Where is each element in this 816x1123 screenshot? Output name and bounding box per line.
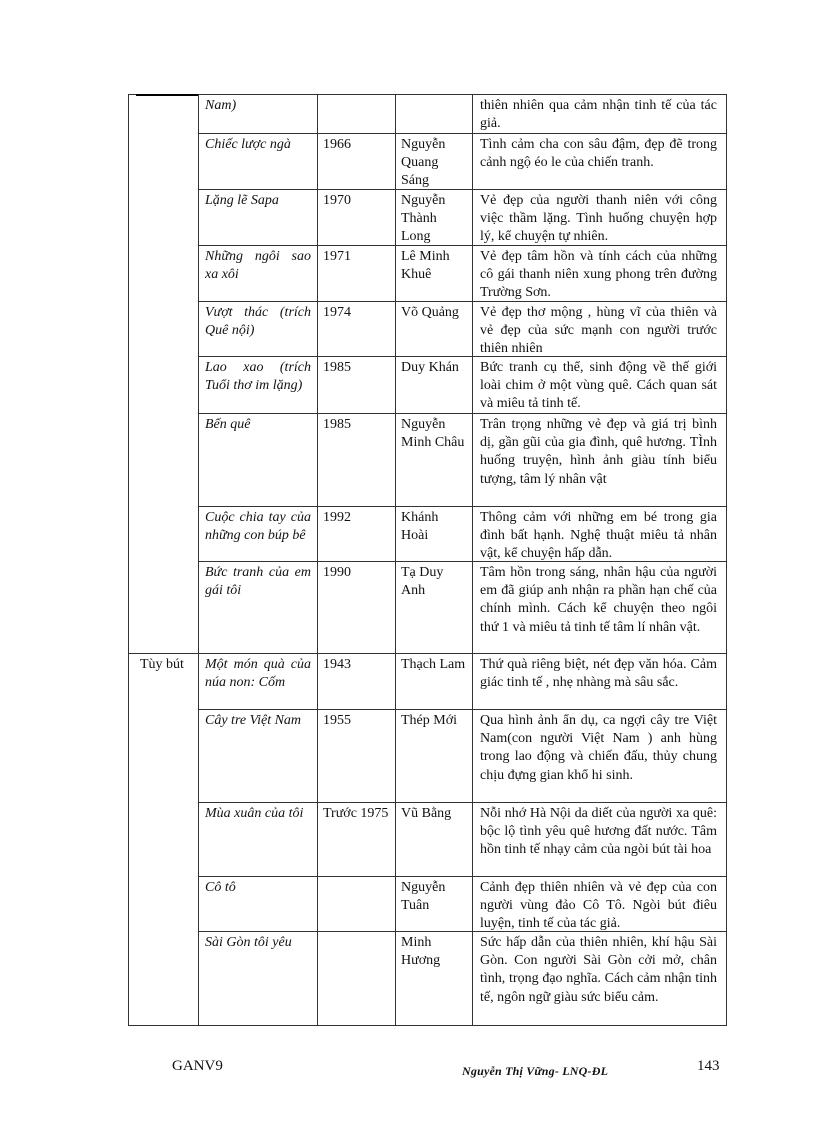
year-cell: 1943	[323, 657, 351, 672]
category-cell	[128, 357, 198, 413]
work-title-cell: Những ngôi sao xa xôi	[205, 249, 311, 283]
description-cell: Tâm hồn trong sáng, nhân hậu của người em đã giúp anh nhận ra phần hạn chế của chính mình. Cách kể chuyện theo ngôi thứ 1 và miêu tả tinh tế tâm lí nhân vật.	[480, 565, 717, 635]
description-cell: Nỗi nhớ Hà Nội da diết của người xa quê: bộc lộ tình yêu quê hương đất nước. Tâm hồn tinh tế nhạy cảm của ngòi bút tài hoa	[480, 806, 717, 858]
page-number: 143	[697, 1058, 720, 1074]
author-cell: Duy Khán	[401, 360, 459, 375]
footer-course-code: GANV9	[172, 1058, 223, 1074]
category-cell	[128, 710, 198, 802]
year-cell: 1985	[323, 360, 351, 375]
author-cell: Minh Hương	[401, 935, 441, 969]
description-cell: Vẻ đẹp tâm hồn và tính cách của những cô gái thanh niên xung phong trên đường Trường Sơn.	[480, 249, 717, 301]
year-cell: 1985	[323, 417, 351, 432]
author-cell: Nguyễn Quang Sáng	[401, 137, 446, 189]
author-cell: Nguyễn Minh Châu	[401, 417, 465, 451]
description-cell: Thông cảm với những em bé trong gia đình bất hạnh. Nghệ thuật miêu tả nhân vật, kể chuyện hấp dẫn.	[480, 510, 717, 561]
category-cell	[128, 134, 198, 189]
author-cell: Nguyễn Thành Long	[401, 193, 446, 245]
category-cell	[128, 414, 198, 506]
description-cell: Tình cảm cha con sâu đậm, đẹp đẽ trong cảnh ngộ éo le của chiến tranh.	[480, 137, 717, 171]
author-cell: Thạch Lam	[401, 657, 466, 672]
category-cell: Tùy bút	[140, 657, 184, 672]
work-title-cell: Lao xao (trích Tuổi thơ im lặng)	[205, 360, 311, 394]
work-title-cell: Cô tô	[205, 880, 236, 895]
year-cell: 1971	[323, 249, 351, 264]
category-cell	[128, 190, 198, 245]
year-cell: 1974	[323, 305, 351, 320]
work-title-cell: Mùa xuân của tôi	[205, 806, 304, 821]
description-cell: Sức hấp dẫn của thiên nhiên, khí hậu Sài Gòn. Con người Sài Gòn cởi mở, chân tình, trọng đạo nghĩa. Cách cảm nhận tinh tế, ngôn ngữ giàu sức biểu cảm.	[480, 935, 717, 1005]
author-cell: Tạ Duy Anh	[401, 565, 444, 599]
category-cell	[128, 95, 198, 133]
year-cell: Trước 1975	[323, 806, 389, 821]
year-cell: 1955	[323, 713, 351, 728]
description-cell: Thứ quà riêng biệt, nét đẹp văn hóa. Cảm giác tinh tế , nhẹ nhàng mà sâu sắc.	[480, 657, 717, 691]
year-cell: 1966	[323, 137, 351, 152]
description-cell: Bức tranh cụ thể, sinh động về thế giới loài chim ở một vùng quê. Cách quan sát và miêu tả tinh tế.	[480, 360, 717, 412]
description-cell: Cảnh đẹp thiên nhiên và vẻ đẹp của con người vùng đảo Cô Tô. Ngòi bút điêu luyện, tinh tế của tác giả.	[480, 880, 717, 931]
work-title-cell: Sài Gòn tôi yêu	[205, 935, 292, 950]
work-title-cell: Lặng lẽ Sapa	[205, 193, 279, 208]
description-cell: Vẻ đẹp thơ mộng , hùng vĩ của thiên và vẻ đẹp của sức mạnh con người trước thiên nhiên	[480, 305, 717, 356]
work-title-cell: Chiếc lược ngà	[205, 137, 291, 152]
author-cell: Võ Quảng	[401, 305, 459, 320]
category-cell	[128, 302, 198, 356]
author-cell: Vũ Bằng	[401, 806, 452, 821]
category-cell	[128, 932, 198, 1026]
category-cell	[128, 562, 198, 653]
author-cell: Khánh Hoài	[401, 510, 439, 544]
category-cell	[128, 803, 198, 876]
description-cell: thiên nhiên qua cảm nhận tinh tế của tác giả.	[480, 98, 717, 132]
work-title-cell: Vượt thác (trích Quê nội)	[205, 305, 311, 339]
work-title-cell: Cuộc chia tay của những con búp bê	[205, 510, 311, 544]
category-cell	[128, 507, 198, 561]
year-cell: 1992	[323, 510, 351, 525]
author-cell: Lê Minh Khuê	[401, 249, 450, 283]
year-cell	[318, 932, 395, 1026]
work-title-cell: Nam)	[205, 98, 237, 113]
description-cell: Vẻ đẹp của người thanh niên với công việc thầm lặng. Tình huống chuyện hợp lý, kể chuyện tự nhiên.	[480, 193, 717, 245]
author-cell: Nguyễn Tuân	[401, 880, 446, 914]
year-cell	[318, 877, 395, 931]
category-cell	[128, 877, 198, 931]
footer-author-signature: Nguyễn Thị Vững- LNQ-ĐL	[462, 1064, 609, 1078]
description-cell: Qua hình ảnh ẩn dụ, ca ngợi cây tre Việt Nam(con người Việt Nam ) anh hùng trong lao động và chiến đấu, thủy chung chịu đựng gian khổ hi sinh.	[480, 713, 717, 783]
year-cell	[318, 95, 395, 133]
category-cell	[128, 246, 198, 301]
year-cell: 1970	[323, 193, 351, 208]
work-title-cell: Một món quà của núa non: Cốm	[205, 657, 311, 691]
description-cell: Trân trọng những vẻ đẹp và giá trị bình dị, gần gũi của gia đình, quê hương. TÌnh huống truyện, hình ảnh giàu tính biểu tượng, tâm lý nhân vật	[480, 417, 717, 487]
year-cell: 1990	[323, 565, 351, 580]
work-title-cell: Bức tranh của em gái tôi	[205, 565, 311, 599]
author-cell: Thép Mới	[401, 713, 458, 728]
work-title-cell: Bến quê	[205, 417, 251, 432]
work-title-cell: Cây tre Việt Nam	[205, 713, 302, 728]
author-cell	[396, 95, 472, 133]
